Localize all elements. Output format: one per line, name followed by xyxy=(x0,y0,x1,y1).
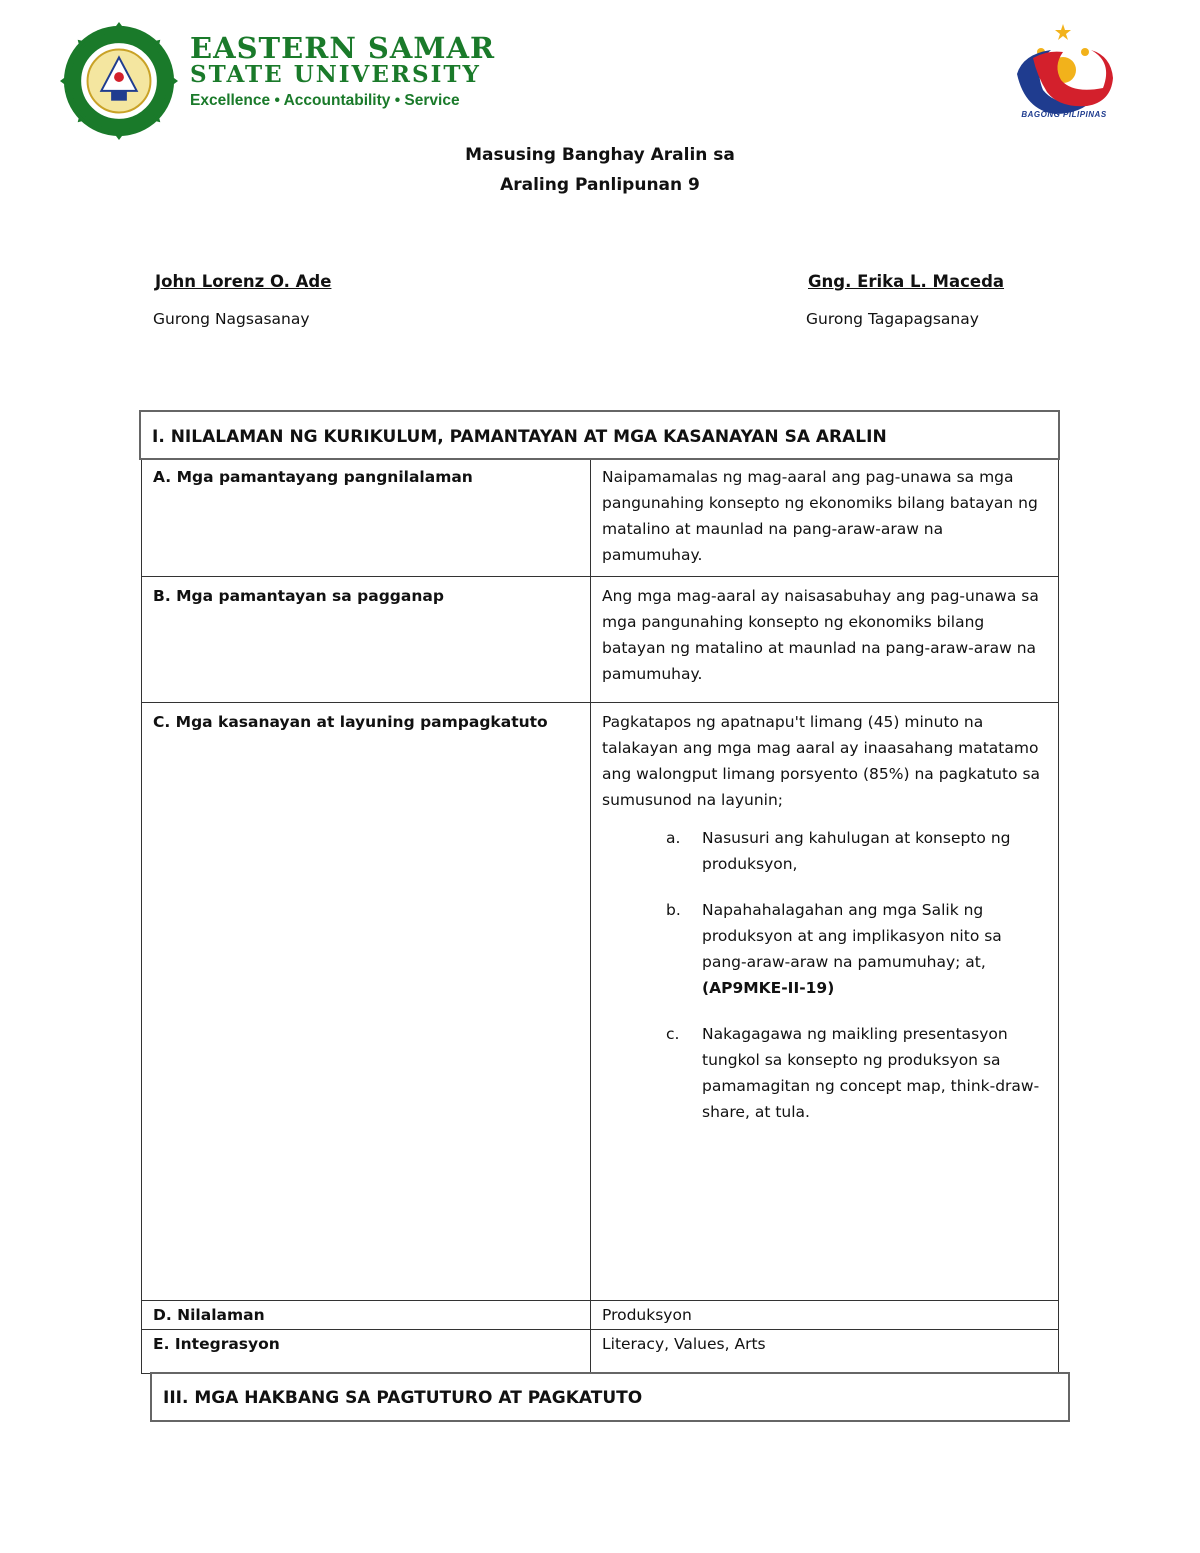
university-name-line2: STATE UNIVERSITY xyxy=(190,61,481,88)
university-name-line1: EASTERN SAMAR xyxy=(190,31,496,65)
curriculum-table xyxy=(141,457,1059,1374)
document-title-line2: Araling Panlipunan 9 xyxy=(500,175,700,195)
essu-seal-logo xyxy=(60,22,178,140)
table-row xyxy=(142,458,1059,577)
objectives-intro: Pagkatapos ng apatnapu't limang (45) minuto na talakayan ang mga mag aaral ay inaasahang matatamo ang walongput limang porsyento (85%) na pagkatuto sa sumusunod na layunin; xyxy=(602,713,1041,809)
section-3-heading: III. MGA HAKBANG SA PAGTUTURO AT PAGKATUTO xyxy=(150,1372,1070,1422)
row-c-value xyxy=(591,703,1059,1301)
row-e-label: E. Integrasyon xyxy=(142,1330,591,1374)
table-row xyxy=(142,703,1059,1301)
student-teacher-role: Gurong Nagsasanay xyxy=(153,310,310,328)
list-item xyxy=(602,897,1048,1001)
objective-marker: c. xyxy=(666,1025,680,1043)
list-item xyxy=(602,1021,1048,1125)
bagong-pilipinas-logo xyxy=(1003,22,1125,122)
competency-code: (AP9MKE-II-19) xyxy=(702,979,835,997)
document-title-line1: Masusing Banghay Aralin sa xyxy=(465,145,735,165)
student-teacher-name: John Lorenz O. Ade xyxy=(155,272,332,291)
cooperating-teacher-role: Gurong Tagapagsanay xyxy=(806,310,979,328)
row-a-value: Naipamamalas ng mag-aaral ang pag-unawa sa mga pangunahing konsepto ng ekonomiks bilang batayan ng matalino at maunlad na pang-araw-araw na pamumuhay. xyxy=(591,458,1059,577)
objectives-list xyxy=(602,825,1048,1125)
table-row xyxy=(142,577,1059,703)
objective-text: Napahahalagahan ang mga Salik ng produksyon at ang implikasyon nito sa pang-araw-araw na pamumuhay; at, xyxy=(702,901,1002,971)
row-e-value: Literacy, Values, Arts xyxy=(591,1330,1059,1374)
bagong-pilipinas-label: BAGONG PILIPINAS xyxy=(1021,110,1107,119)
objective-marker: a. xyxy=(666,829,681,847)
row-d-label: D. Nilalaman xyxy=(142,1301,591,1330)
objective-text: Nakagagawa ng maikling presentasyon tungkol sa konsepto ng produksyon sa pamamagitan ng concept map, think-draw-share, at tula. xyxy=(702,1025,1040,1121)
list-item xyxy=(602,825,1048,877)
cooperating-teacher-name: Gng. Erika L. Maceda xyxy=(808,272,1005,291)
row-b-value: Ang mga mag-aaral ay naisasabuhay ang pag-unawa sa mga pangunahing konsepto ng ekonomiks bilang batayan ng matalino at maunlad na pang-araw-araw na pamumuhay. xyxy=(591,577,1059,703)
university-wordmark xyxy=(190,31,496,110)
row-b-label: B. Mga pamantayan sa pagganap xyxy=(142,577,591,703)
row-d-value: Produksyon xyxy=(591,1301,1059,1330)
row-a-label: A. Mga pamantayang pangnilalaman xyxy=(142,458,591,577)
table-row xyxy=(142,1301,1059,1330)
row-c-label: C. Mga kasanayan at layuning pampagkatuto xyxy=(142,703,591,1301)
university-tagline: Excellence • Accountability • Service xyxy=(190,92,460,109)
section-1-heading: I. NILALAMAN NG KURIKULUM, PAMANTAYAN AT MGA KASANAYAN SA ARALIN xyxy=(139,410,1060,460)
table-row xyxy=(142,1330,1059,1374)
objective-text: Nasusuri ang kahulugan at konsepto ng produksyon, xyxy=(702,829,1011,873)
objective-marker: b. xyxy=(666,901,681,919)
